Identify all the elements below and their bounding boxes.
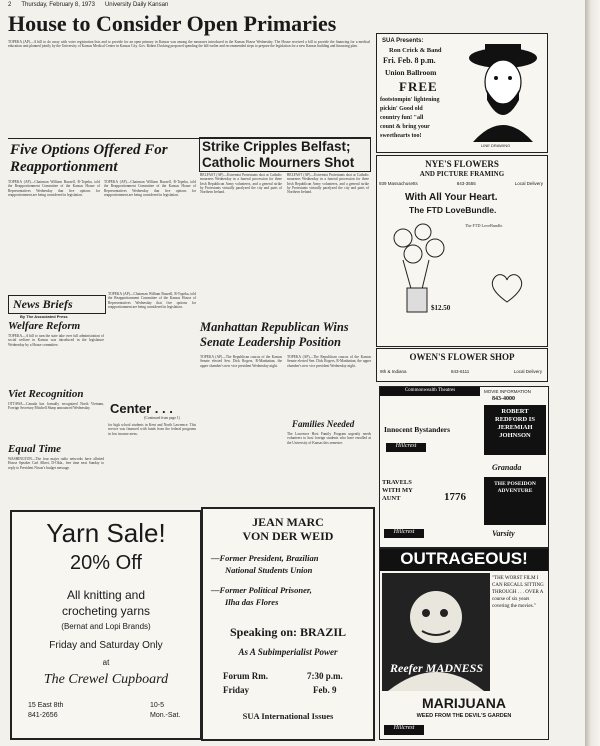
options-headline: Five Options Offered For Reapportionment: [10, 142, 168, 175]
hillcrest-logo-3-text: Hillcrest: [393, 725, 415, 731]
center-continued: (Continued from page 1): [144, 416, 180, 420]
issue-date: Thursday, February 8, 1973: [21, 2, 95, 8]
brazil-lecture-ad: [201, 507, 375, 741]
yarn-store: The Crewel Cupboard: [43, 672, 169, 687]
options-body: TOPEKA (AP)—Chairman William Buzzell, R-Topeka, told the Reapportionment Committee of the Kansas House of Representatives Wednesday that five options for reapportionment are being considered in legislation.: [8, 180, 100, 197]
lead-headline: House to Consider Open Primaries: [8, 11, 337, 36]
weid-name-2: VON DER WEID: [242, 529, 334, 543]
weid-sponsor: SUA International Issues: [242, 711, 334, 721]
owens-address: 9th & Indiana: [380, 369, 407, 374]
varsity-logo: Varsity: [492, 529, 515, 538]
nyes-delivery: Local Delivery: [514, 181, 543, 186]
yarn-sale-ad: [10, 510, 202, 740]
options-body-col2: TOPEKA (AP)—Chairman William Buzzell, R-Topeka, told the Reapportionment Committee of the Kansas House of Representatives Wednesday that five options for reapportionment are being considered in legislation.: [104, 180, 196, 197]
manhattan-body-col2: TOPEKA (AP)—The Republican caucus of the Kansas Senate elected Sen. Dick Rogers, R-Manhattan, the upper chamber's new vice president Wednesday night.: [287, 355, 371, 368]
yarn-days: Mon.-Sat.: [150, 712, 181, 719]
nyes-title-1: NYE'S FLOWERS: [425, 159, 499, 169]
sua-presents: SUA Presents:: [382, 38, 424, 44]
viet-headline: Viet Recognition: [8, 388, 84, 400]
jeremiah-johnson-listing: [484, 405, 546, 455]
nyes-address: 939 Massachusetts: [379, 181, 418, 186]
marijuana-title: MARIJUANA: [422, 695, 506, 711]
sua-free: FREE: [399, 79, 438, 94]
families-needed-body: The Lawrence Host Family Program urgently needs volunteers to host foreign students who have enrolled at the University of Kansas this semester.: [287, 432, 371, 445]
hillcrest-logo-3: [384, 725, 424, 735]
marijuana-subtitle: WEED FROM THE DEVIL'S GARDEN: [416, 713, 512, 719]
options-continued: TOPEKA (AP)—Chairman William Buzzell, R-Topeka, told the Reapportionment Committee of the Kansas House of Representatives Wednesday that five options for reapportionment are being considered in legislation.: [108, 292, 196, 309]
manhattan-body: TOPEKA (AP)—The Republican caucus of the Kansas Senate elected Sen. Dick Rogers, R-Manhattan, the upper chamber's new vice president Wednesday night.: [200, 355, 282, 368]
weid-time: 7:30 p.m.: [307, 671, 343, 681]
sua-venue: Union Ballroom: [385, 68, 437, 77]
outrageous-banner: [380, 549, 548, 571]
sua-tagline-3: country fun! "all: [380, 115, 424, 121]
weid-role-1: —Former President, Brazilian: [211, 553, 319, 563]
movie-info-label: MOVIE INFORMATION: [484, 389, 531, 394]
heart-icon: [489, 272, 525, 304]
owens-delivery: Local Delivery: [513, 369, 542, 374]
commonwealth-header: [380, 387, 480, 396]
yarn-phone: 841-2656: [28, 712, 58, 719]
movie-3-title: TRAVELS WITH MY AUNT: [382, 479, 413, 502]
weid-as: As A Subimperialist Power: [238, 647, 338, 657]
lead-body: TOPEKA (AP)—A bill to do away with voter registration lists and to provide for an open primary in Kansas was among the measures introduced in the Kansas House Wednesday. The House received a bill to provide the financing for a medical education unit planned jointly by the University of Kansas Medical Center in Kansas City. Gov. Robert Docking proposed spending the bill earlier and recommended steps to prepare the legislation for a new Kansas building and financing plan.: [8, 40, 370, 49]
nyes-promo-2: The FTD LoveBundle.: [409, 205, 497, 215]
owens-title: OWEN'S FLOWER SHOP: [409, 352, 515, 362]
yarn-brands: (Bernat and Lopi Brands): [61, 622, 151, 631]
yarn-discount: 20% Off: [70, 552, 142, 574]
reefer-film-title: Reefer MADNESS: [390, 661, 484, 675]
nyes-promo-1: With All Your Heart.: [405, 192, 498, 203]
news-briefs-byline: By The Associated Press: [20, 314, 68, 319]
sua-tagline-2: pickin' Good old: [380, 106, 423, 112]
nyes-price: $12.50: [431, 304, 451, 312]
belfast-headline: Strike Cripples Belfast; Catholic Mourners Shot: [202, 139, 355, 170]
welfare-body: TOPEKA—A bill to turn the state take over full administration of social welfare in Kansas was introduced in the legislature Wednesday by a House committee.: [8, 334, 104, 347]
weid-date: Feb. 9: [313, 685, 337, 695]
weid-role-2b: Ilha das Flores: [225, 597, 279, 607]
movie-5-title: THE POSEIDON ADVENTURE: [494, 481, 536, 494]
nyes-flowers-ad: [376, 155, 548, 347]
yarn-hours: 10-5: [150, 702, 165, 709]
sua-poster-credit: LINE DRAWING: [481, 143, 511, 148]
nyes-address-bar: [379, 181, 543, 189]
weid-role-1b: National Students Union: [225, 565, 313, 575]
weid-name-1: JEAN MARC: [252, 515, 324, 529]
owens-flower-ad: [376, 348, 548, 382]
yarn-when: Friday and Saturday Only: [49, 640, 163, 651]
center-headline: Center . . .: [110, 401, 173, 416]
singer-portrait-illustration: [463, 38, 543, 142]
sua-tagline-5: sweethearts too!: [380, 133, 422, 139]
welfare-headline: Welfare Reform: [8, 320, 81, 332]
yarn-address: 15 East 8th: [28, 702, 64, 709]
equal-time-body: WASHINGTON—The four major radio networks have allotted House Speaker Carl Albert, D-Okla., free time next Sunday to reply to President Nixon's budget message.: [8, 457, 104, 470]
movie-1-title: Innocent Bystanders: [384, 425, 451, 434]
sua-ad: [376, 33, 548, 153]
belfast-headline-box: [199, 137, 371, 172]
outrageous-title: OUTRAGEOUS!: [400, 549, 528, 568]
weid-day: Friday: [223, 685, 249, 695]
reefer-madness-ad: [379, 548, 549, 740]
center-body: for high school students in Kent and North Lawrence. This service was financed with funds from the federal programs in low income areas.: [108, 423, 196, 436]
innocent-bystanders-listing: [380, 397, 480, 455]
hillcrest-logo-2: [384, 529, 424, 538]
page-number: 2: [8, 2, 12, 8]
viet-body: OTTAWA—Canada has formally recognized North Vietnam, Foreign Secretary Mitchell Sharp announced Wednesday.: [8, 402, 104, 411]
hillcrest-logo-1: [386, 443, 426, 452]
hillcrest-logo-2-text: Hillcrest: [393, 529, 415, 535]
families-needed-headline: Families Needed: [292, 419, 355, 429]
sua-tagline-1: footstompin' lightening: [380, 97, 440, 103]
nyes-description: The FTD LoveBundle.: [465, 224, 504, 228]
equal-time-headline: Equal Time: [8, 443, 62, 455]
weid-speaking: Speaking on: BRAZIL: [229, 625, 347, 639]
manhattan-headline: Manhattan Republican Wins Senate Leadership Position: [200, 320, 349, 349]
nyes-title-2: AND PICTURE FRAMING: [419, 170, 505, 178]
yarn-line-2: crocheting yarns: [61, 604, 151, 618]
movie-2-title: ROBERT REDFORD IS JEREMIAH JOHNSON: [495, 408, 535, 439]
granada-logo: Granada: [492, 463, 522, 472]
news-briefs-title: News Briefs: [13, 297, 73, 311]
weid-role-2: —Former Political Prisoner,: [211, 585, 312, 595]
poseidon-listing: [484, 477, 546, 525]
reefer-quote: "THE WORST FILM I CAN RECALL SITTING THROUGH . . . OVER A course of six years covering the movies.": [492, 576, 544, 609]
weid-room: Forum Rm.: [223, 671, 268, 681]
yarn-at: at: [102, 658, 110, 667]
owens-phone: 843-6111: [450, 369, 470, 374]
movie-info-phone: 843-4000: [492, 396, 515, 402]
news-briefs-label: [8, 295, 106, 314]
belfast-body-col2: BELFAST (AP)—Extremist Protestants shot at Catholic mourners Wednesday in a funeral procession for three Irish Republican Army volunteers, and a general strike by Protestants virtually paralyzed the city and parts of Northern Ireland.: [287, 173, 369, 195]
movie-listings: [379, 386, 549, 548]
yarn-title: Yarn Sale!: [46, 518, 166, 548]
sua-band: Ron Crick & Band: [389, 47, 442, 54]
sua-date: Fri. Feb. 8 p.m.: [383, 56, 436, 65]
owens-info: [380, 369, 542, 374]
yarn-line-1: All knitting and: [66, 588, 146, 602]
sua-tagline-4: count & bring your: [380, 124, 430, 130]
belfast-body: BELFAST (AP)—Extremist Protestants shot at Catholic mourners Wednesday in a funeral procession for three Irish Republican Army volunteers, and a general strike by Protestants virtually paralyzed the city and parts of Northern Ireland.: [200, 173, 282, 195]
hillcrest-logo-1-text: Hillcrest: [395, 443, 417, 449]
paper-name: University Daily Kansan: [104, 2, 169, 8]
adjacent-page-edge: [585, 0, 600, 746]
movie-4-title: 1776: [444, 491, 466, 503]
commonwealth-title: Commonwealth Theatres: [404, 388, 456, 393]
nyes-phone: 843-3555: [456, 181, 476, 186]
